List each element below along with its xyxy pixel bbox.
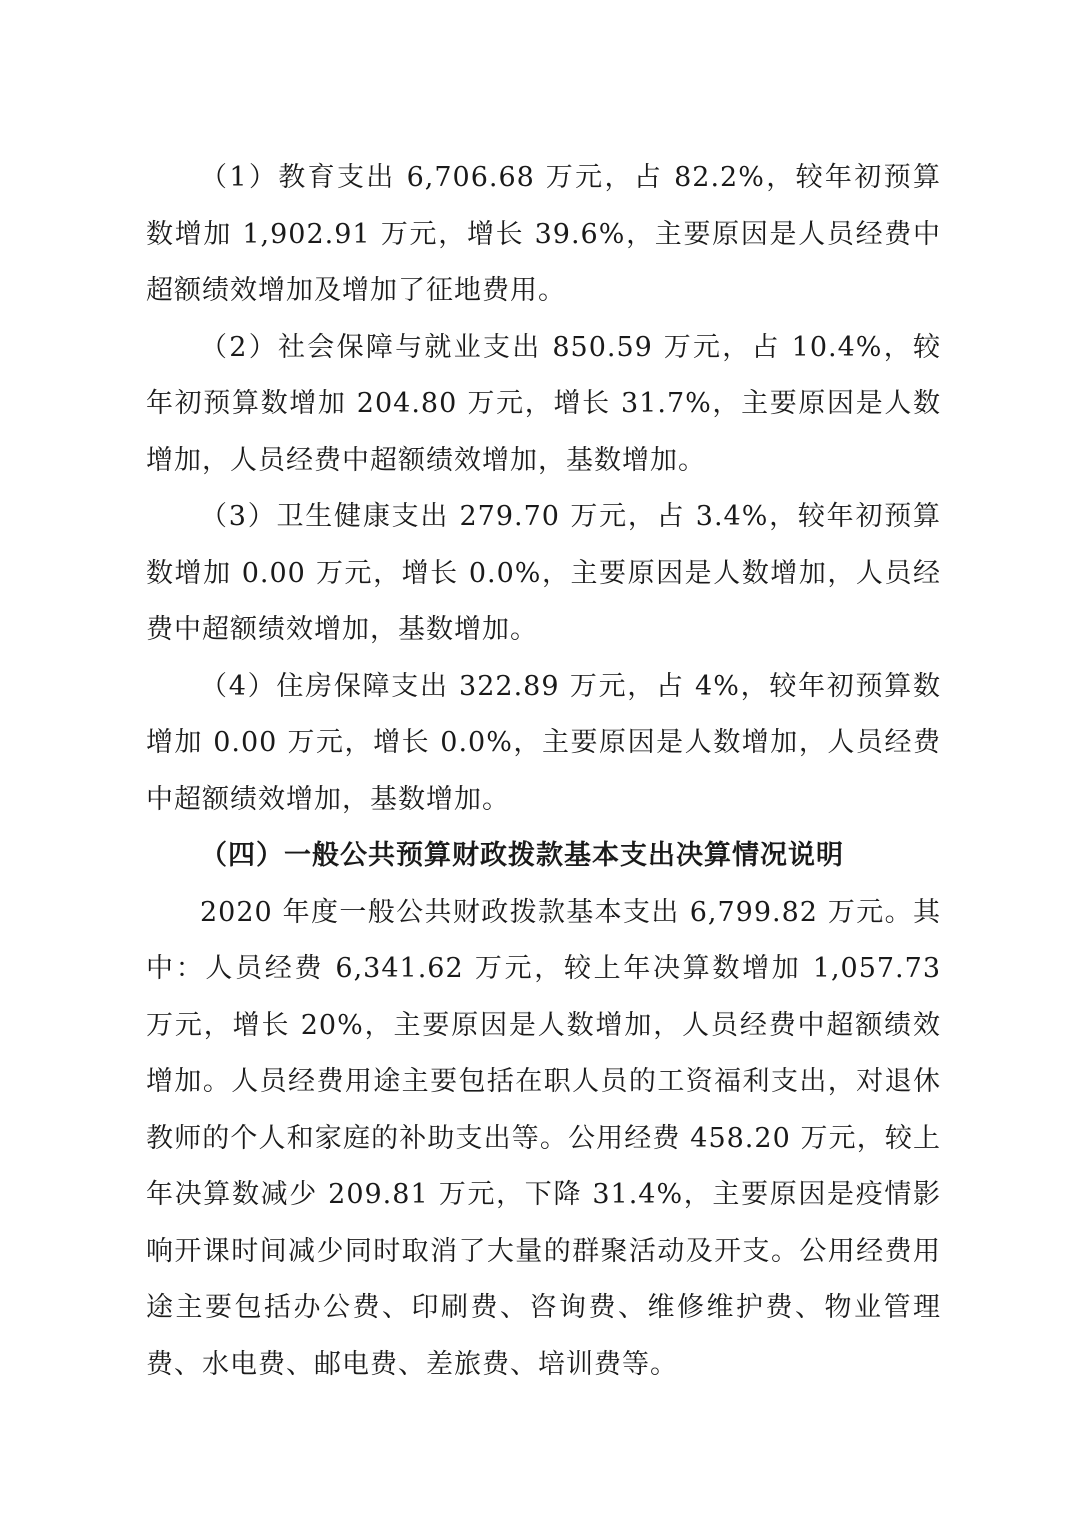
paragraph-social-security-expense: （2）社会保障与就业支出 850.59 万元，占 10.4%，较年初预算数增加 204.80 万元，增长 31.7%，主要原因是人数增加，人员经费中超额绩效增加，基数增加。 — [146, 331, 941, 476]
paragraph-education-expense: （1）教育支出 6,706.68 万元，占 82.2%，较年初预算数增加 1,902.91 万元，增长 39.6%，主要原因是人员经费中超额绩效增加及增加了征地费用。 — [146, 162, 941, 306]
paragraph-housing-expense: （4）住房保障支出 322.89 万元，占 4%，较年初预算数增加 0.00 万元，增长 0.0%，主要原因是人数增加，人员经费中超额绩效增加，基数增加。 — [146, 670, 941, 815]
document-body — [146, 150, 941, 1393]
section-body-paragraph: 2020 年度一般公共财政拨款基本支出 6,799.82 万元。其中：人员经费 6,341.62 万元，较上年决算数增加 1,057.73 万元，增长 20%，主要原因是人数增加，人员经费中超额绩效增加。人员经费用途主要包括在职人员的工资福利支出，对退休教师的个人和家庭的补助支出等。公用经费 458.20 万元，较上年决算数减少 209.81 万元，下降 31.4%，主要原因是疫情影响开课时间减少同时取消了大量的群聚活动及开支。公用经费用途主要包括办公费、印刷费、咨询费、维修维护费、物业管理费、水电费、邮电费、差旅费、培训费等。 — [146, 896, 941, 1380]
paragraph-health-expense: （3）卫生健康支出 279.70 万元，占 3.4%，较年初预算数增加 0.00 万元，增长 0.0%，主要原因是人数增加，人员经费中超额绩效增加，基数增加。 — [146, 501, 941, 645]
section-heading: （四）一般公共预算财政拨款基本支出决算情况说明 — [200, 840, 844, 871]
